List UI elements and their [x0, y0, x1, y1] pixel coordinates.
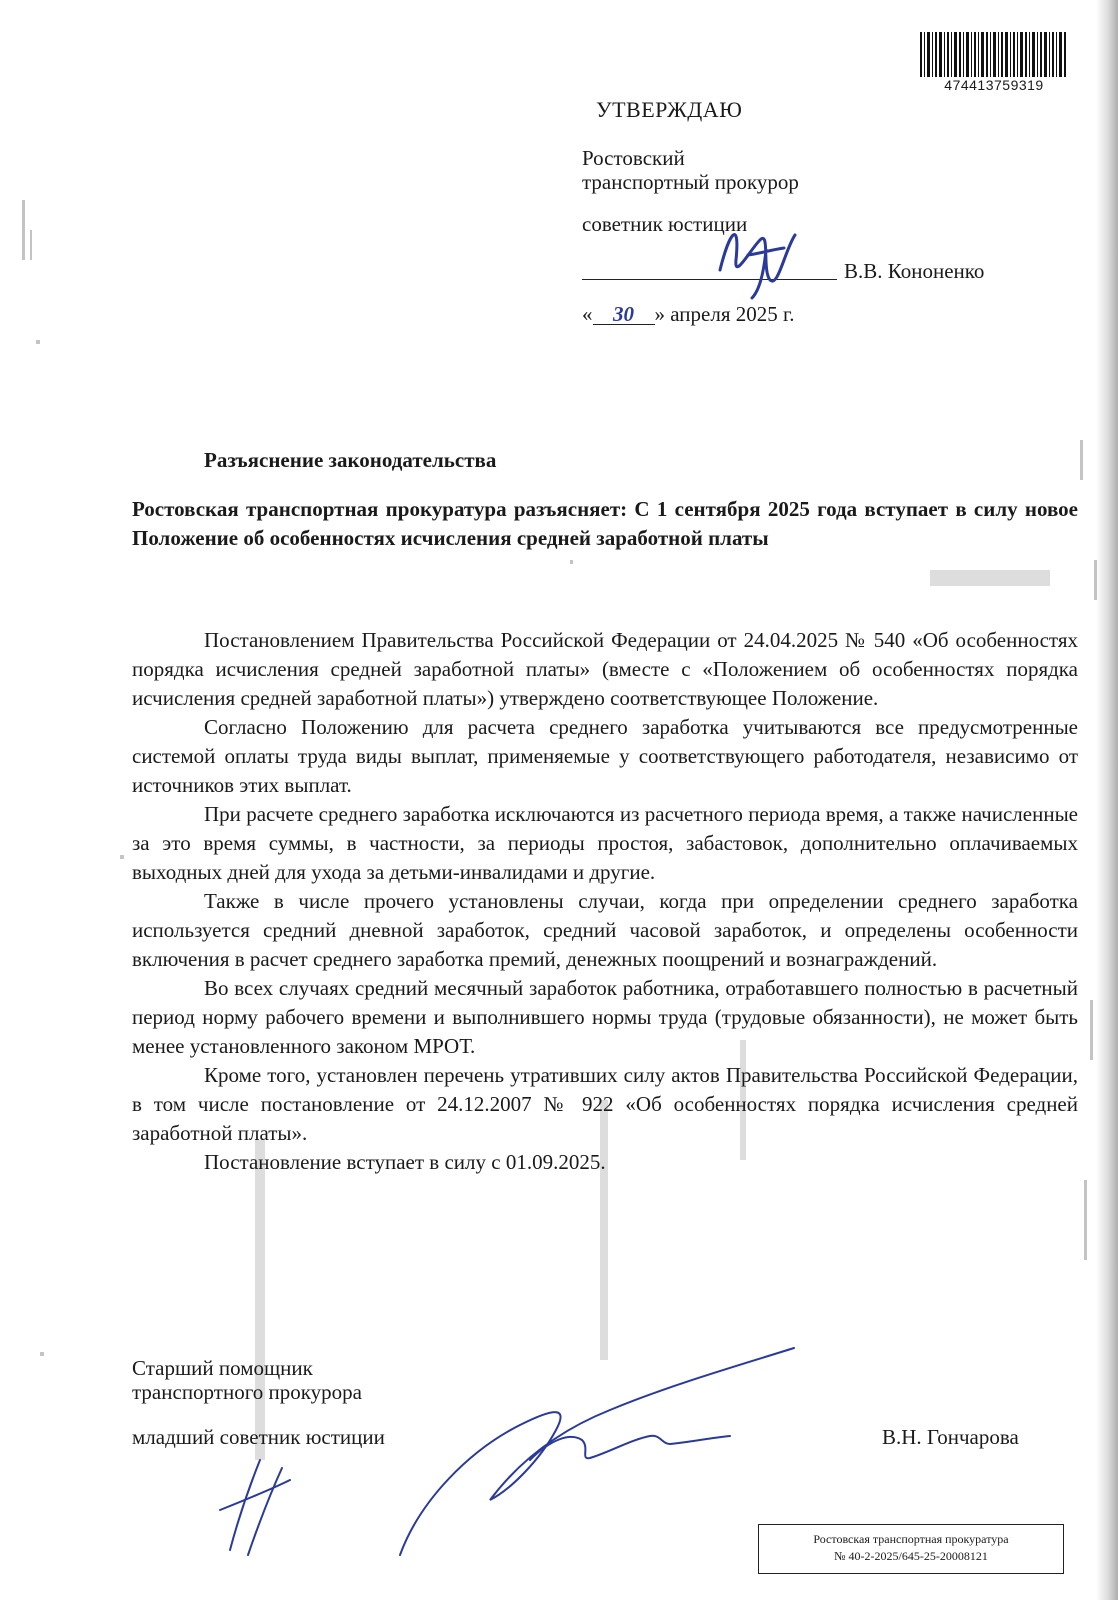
approver-position-line2: транспортный прокурор [582, 170, 799, 194]
approver-name: В.В. Кононенко [844, 259, 985, 283]
date-rest: » апреля 2025 г. [654, 302, 795, 326]
document-heading: Разъяснение законодательства [204, 448, 497, 472]
signatory-position-line2: транспортного прокурора [132, 1380, 362, 1404]
body-paragraph: Постановление вступает в силу с 01.09.2025. [204, 1150, 606, 1174]
date-day: 30 [593, 304, 655, 325]
approver-signature [700, 210, 810, 300]
document-subtitle: Ростовская транспортная прокуратура разъясняет: С 1 сентября 2025 года вступает в силу новое Положение об особенностях исчисления средней заработной платы [132, 497, 1078, 550]
body-paragraph: Также в числе прочего установлены случаи, когда при определении среднего заработка используется средний дневной заработок, средний часовой заработок, и определены особенности включения в расчет среднего заработка премий, денежных поощрений и вознаграждений. [132, 889, 1078, 971]
stamp-line2: № 40-2-2025/645-25-20008121 [834, 1549, 988, 1563]
body-paragraph: Кроме того, установлен перечень утративших силу актов Правительства Российской Федерации, в том числе постановление от 24.12.2007 № 922 «Об особенностях порядка исчисления средней заработной платы». [132, 1063, 1078, 1145]
signatory-name: В.Н. Гончарова [882, 1425, 1019, 1449]
approver-rank: советник юстиции [582, 212, 748, 236]
barcode-number: 474413759319 [918, 77, 1070, 93]
body-paragraph: Во всех случаях средний месячный заработок работника, отработавшего полностью в расчетный период норму рабочего времени и выполнившего нормы труда (трудовые обязанности), не может быть менее установленного законом МРОТ. [132, 976, 1078, 1058]
signatory-signature [190, 1340, 830, 1570]
approver-position-line1: Ростовский [582, 146, 685, 170]
approval-title: УТВЕРЖДАЮ [596, 97, 743, 122]
signatory-rank: младший советник юстиции [132, 1425, 385, 1449]
registration-stamp [758, 1524, 1064, 1574]
signatory-position-line1: Старший помощник [132, 1356, 313, 1380]
body-paragraph: Согласно Положению для расчета среднего заработка учитываются все предусмотренные системой оплаты труда виды выплат, применяемые у соответствующего работодателя, независимо от источников этих выплат. [132, 715, 1078, 797]
date-open-quote: « [582, 302, 593, 326]
approval-date [582, 302, 795, 326]
body-paragraph: При расчете среднего заработка исключаются из расчетного периода время, а также начисленные за это время суммы, в частности, за периоды простоя, забастовок, дополнительно оплачиваемых выходных дней для ухода за детьми-инвалидами и другие. [132, 802, 1078, 884]
document-body [132, 626, 1078, 1177]
body-paragraph: Постановлением Правительства Российской Федерации от 24.04.2025 № 540 «Об особенностях порядка исчисления средней заработной платы» (вместе с «Положением об особенностях порядка исчисления средней заработной платы») утверждено соответствующее Положение. [132, 628, 1078, 710]
stamp-line1: Ростовская транспортная прокуратура [813, 1532, 1009, 1546]
scan-edge-shadow [1096, 0, 1118, 1600]
